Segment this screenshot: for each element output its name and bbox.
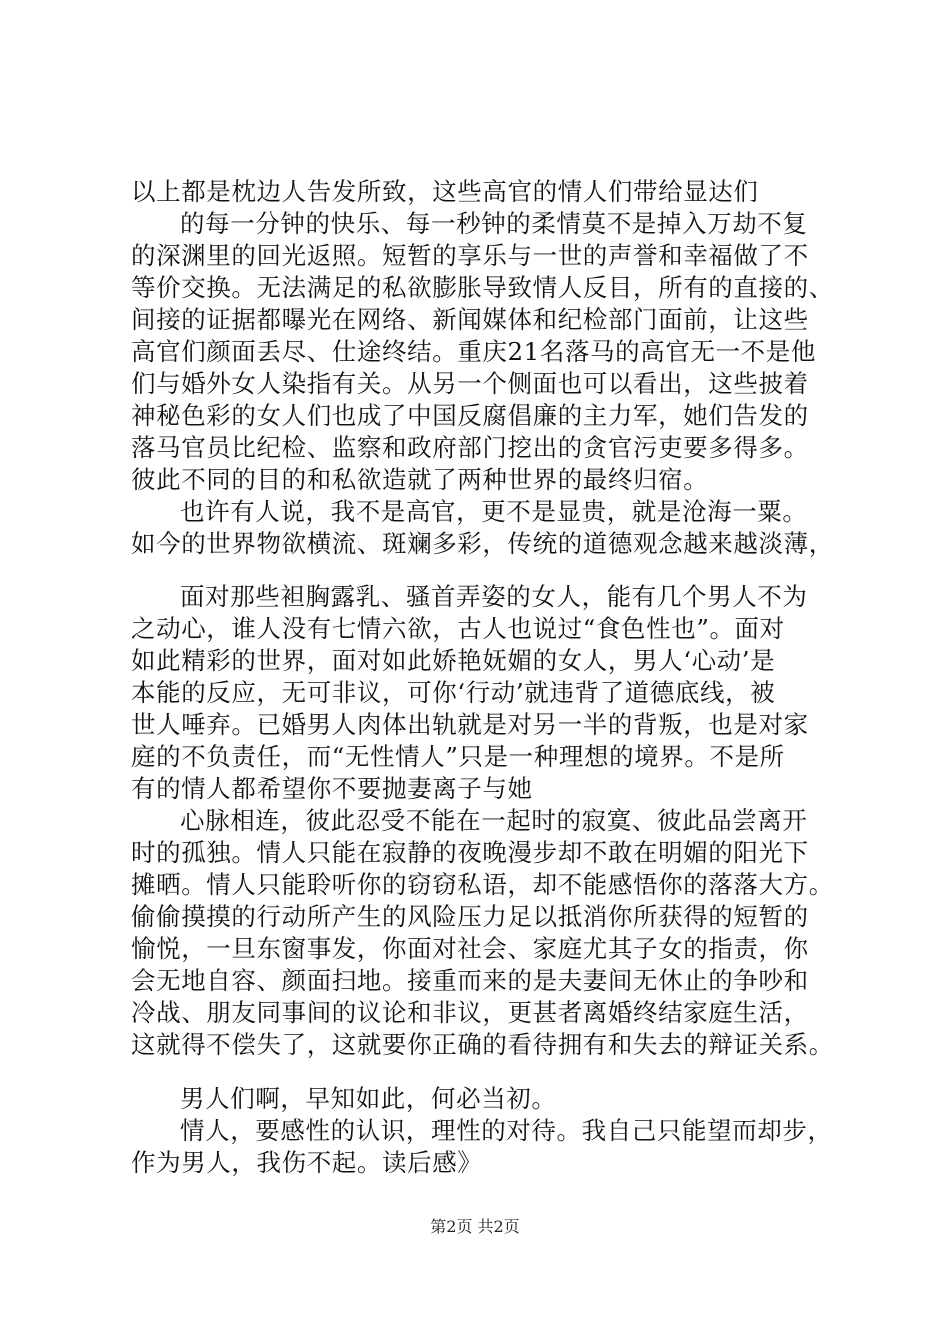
text-line: 本能的反应，无可非议，可你‘行动’就违背了道德底线，被 xyxy=(131,678,776,707)
text-line: 间接的证据都曝光在网络、新闻媒体和纪检部门面前，让这些 xyxy=(131,305,809,334)
text-line: 时的孤独。情人只能在寂静的夜晚漫步却不敢在明媚的阳光下 xyxy=(131,838,809,867)
text-line: 的深渊里的回光返照。短暂的享乐与一世的声誉和幸福做了不 xyxy=(131,241,809,270)
text-line: 高官们颜面丢尽、仕途终结。重庆21名落马的高官无一不是他 xyxy=(131,337,816,366)
text-line: 神秘色彩的女人们也成了中国反腐倡廉的主力军，她们告发的 xyxy=(131,401,809,430)
text-line: 冷战、朋友同事间的议论和非议，更甚者离婚终结家庭生活， xyxy=(131,998,809,1027)
text-line: 落马官员比纪检、监察和政府部门挖出的贪官污吏要多得多。 xyxy=(131,433,809,462)
text-line: 男人们啊，早知如此，何必当初。 xyxy=(180,1084,557,1113)
text-line: 也许有人说，我不是高官，更不是显贵，就是沧海一粟。 xyxy=(180,497,808,526)
page-footer: 第2页 共2页 xyxy=(430,1217,520,1236)
text-line: 们与婚外女人染指有关。从另一个侧面也可以看出，这些披着 xyxy=(131,369,809,398)
text-line: 偷偷摸摸的行动所产生的风险压力足以抵消你所获得的短暂的 xyxy=(131,902,809,931)
text-line: 以上都是枕边人告发所致，这些高官的情人们带给显达们 xyxy=(131,177,759,206)
text-line: 的每一分钟的快乐、每一秒钟的柔情莫不是掉入万劫不复 xyxy=(180,209,808,238)
text-line: 会无地自容、颜面扫地。接重而来的是夫妻间无休止的争吵和 xyxy=(131,966,809,995)
text-line: 彼此不同的目的和私欲造就了两种世界的最终归宿。 xyxy=(131,465,709,494)
text-line: 等价交换。无法满足的私欲膨胀导致情人反目，所有的直接的、 xyxy=(131,273,834,302)
text-line: 有的情人都希望你不要抛妻离子与她 xyxy=(131,774,533,803)
text-line: 如此精彩的世界，面对如此娇艳妩媚的女人，男人‘心动’是 xyxy=(131,646,776,675)
text-line: 庭的不负责任，而“无性情人”只是一种理想的境界。不是所 xyxy=(131,742,785,771)
text-line: 作为男人，我伤不起。读后感》 xyxy=(131,1148,483,1177)
text-line: 面对那些袒胸露乳、骚首弄姿的女人，能有几个男人不为 xyxy=(180,582,808,611)
text-line: 愉悦，一旦东窗事发，你面对社会、家庭尤其子女的指责，你 xyxy=(131,934,809,963)
text-line: 这就得不偿失了，这就要你正确的看待拥有和失去的辩证关系。 xyxy=(131,1030,834,1059)
text-line: 之动心，谁人没有七情六欲，古人也说过“食色性也”。面对 xyxy=(131,614,785,643)
text-line: 情人，要感性的认识，理性的对待。我自己只能望而却步， xyxy=(180,1116,833,1145)
text-line: 如今的世界物欲横流、斑斓多彩，传统的道德观念越来越淡薄， xyxy=(131,529,834,558)
text-line: 心脉相连，彼此忍受不能在一起时的寂寞、彼此品尝离开 xyxy=(180,806,808,835)
text-line: 摊晒。情人只能聆听你的窃窃私语，却不能感悟你的落落大方。 xyxy=(131,870,834,899)
text-line: 世人唾弃。已婚男人肉体出轨就是对另一半的背叛，也是对家 xyxy=(131,710,809,739)
